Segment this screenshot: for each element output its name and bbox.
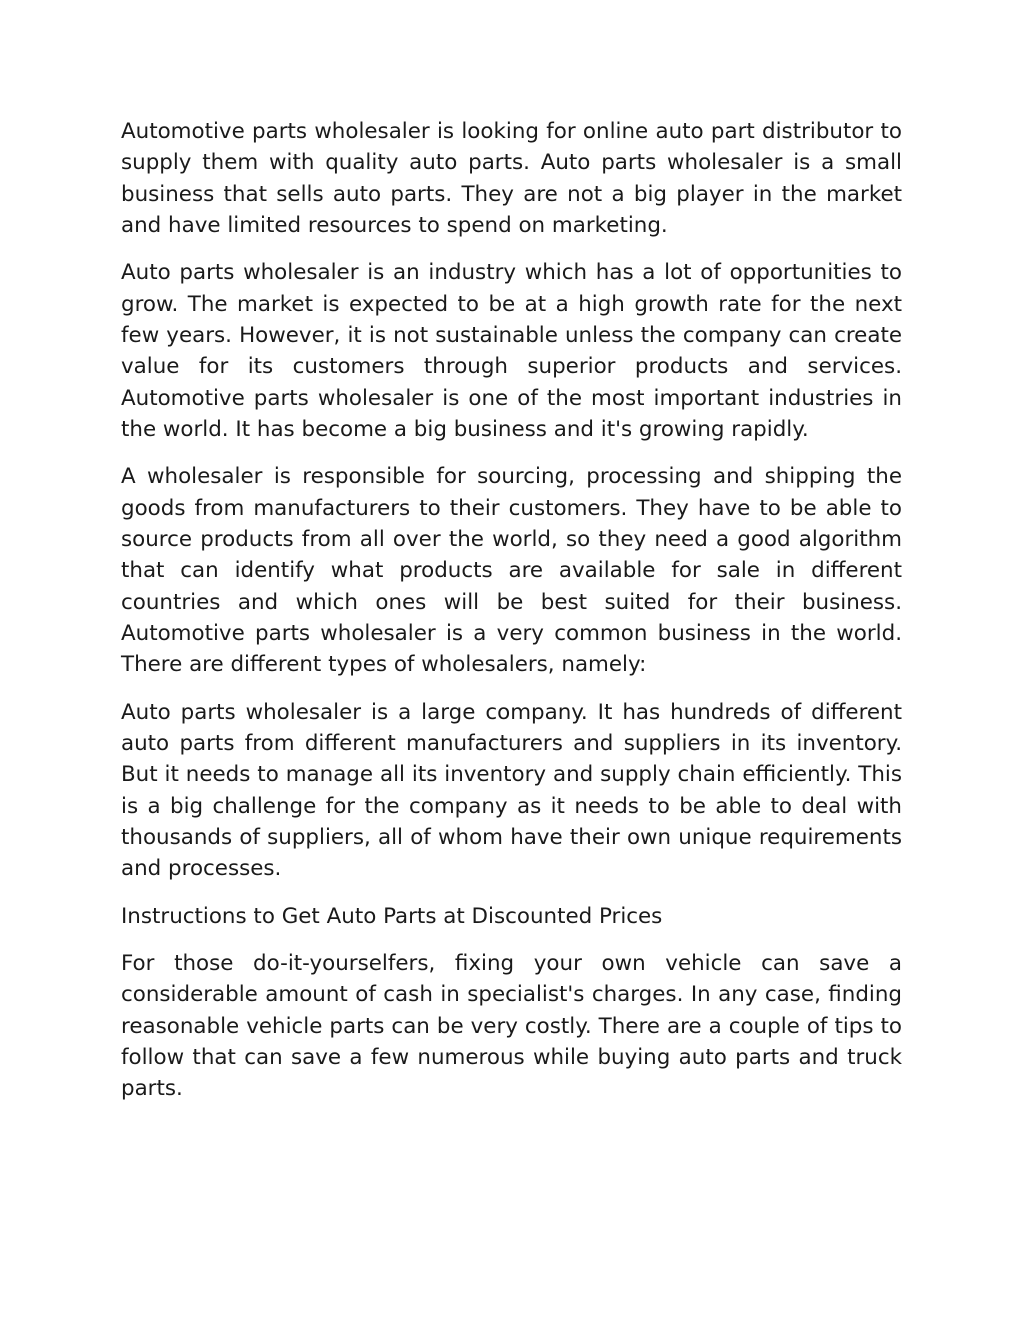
closing-paragraph: For those do-it-yourselfers, fixing your own vehicle can save a considerable amount of cash in specialist's charges. In any case, finding reasonable vehicle parts can be very costly. There are a couple of tips to follow that can save a few numerous while buying auto parts and truck parts. [121, 951, 902, 1102]
paragraph-4: Auto parts wholesaler is a large company. It has hundreds of different auto parts from different manufacturers and suppliers in its inventory. But it needs to manage all its inventory and supply chain efficiently. This is a big challenge for the company as it needs to be able to deal with thousands of suppliers, all of whom have their own unique requirements and processes. [121, 699, 902, 882]
document-body [121, 116, 902, 1121]
paragraph-1: Automotive parts wholesaler is looking for online auto part distributor to supply them with quality auto parts. Auto parts wholesaler is a small business that sells auto parts. They are not a big player in the market and have limited resources to spend on marketing. [121, 119, 902, 238]
section-heading: Instructions to Get Auto Parts at Discounted Prices [121, 903, 663, 929]
paragraph-3: A wholesaler is responsible for sourcing, processing and shipping the goods from manufacturers to their customers. They have to be able to source products from all over the world, so they need a good algorithm that can identify what products are available for sale in different countries and which ones will be best suited for their business. Automotive parts wholesaler is a very common business in the world. There are different types of wholesalers, namely: [121, 464, 902, 678]
paragraph-2: Auto parts wholesaler is an industry which has a lot of opportunities to grow. The market is expected to be at a high growth rate for the next few years. However, it is not sustainable unless the company can create value for its customers through superior products and services. Automotive parts wholesaler is one of the most important industries in the world. It has become a big business and it's growing rapidly. [121, 260, 902, 442]
